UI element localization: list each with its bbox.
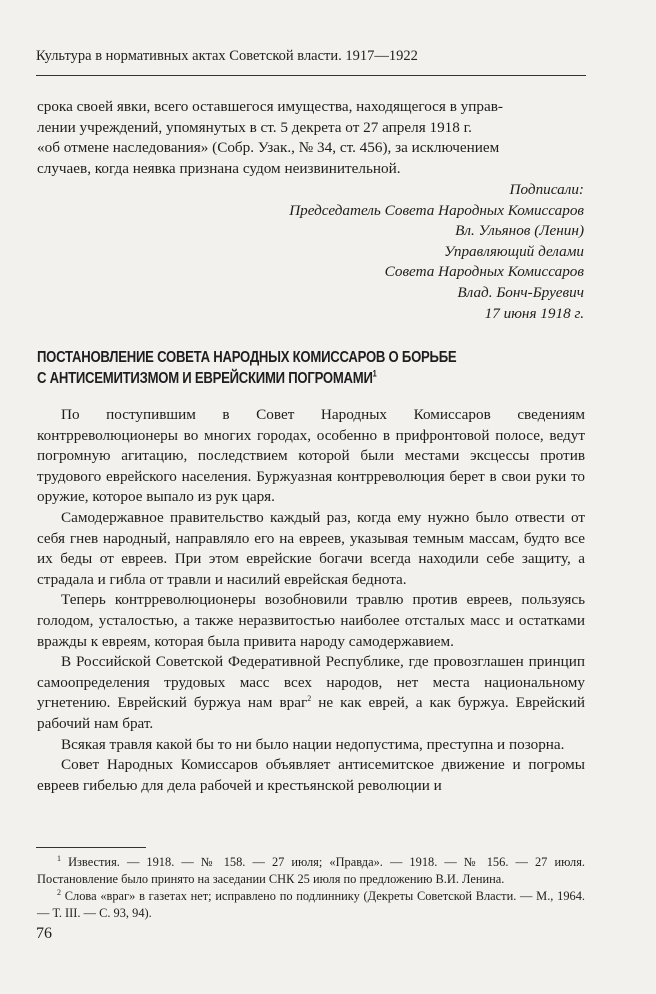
running-head: Культура в нормативных актах Советской власти. 1917—1922: [36, 48, 418, 64]
signature-title: Управляющий делами: [444, 242, 584, 260]
page-number: 76: [36, 925, 52, 942]
paragraph: Всякая травля какой бы то ни было нации недопустима, преступна и позорна.: [61, 735, 565, 753]
continuation-line: срока своей явки, всего оставшегося имущества, находящегося в управ-: [37, 98, 503, 115]
header-rule: [36, 75, 586, 76]
paragraph-text: В Российской Советской Федеративной Республике, где провозглашен принцип самоопределения трудовых масс всех народов, нет места национальному угнетению. Еврейский буржуа нам враг: [37, 653, 585, 712]
footnote-text: Известия. — 1918. — № 158. — 27 июля; «Правда». — 1918. — № 156. — 27 июля. Постановление было принято на заседании СНК 25 июля по предложению В.И. Ленина.: [37, 855, 586, 886]
paragraph: [37, 652, 585, 734]
footnote-mark: 1: [57, 853, 61, 863]
footnote-text: Слова «враг» в газетах нет; исправлено по подлиннику (Декреты Советской Власти. — М., 1964. — Т. III. — С. 93, 94).: [37, 889, 586, 920]
continuation-paragraph: [37, 97, 585, 179]
footnote-ref: 2: [307, 694, 312, 704]
signature-name: Вл. Ульянов (Ленин): [455, 222, 584, 240]
signature-name: Влад. Бонч-Бруевич: [457, 283, 584, 301]
decree-title: [37, 347, 496, 389]
continuation-line: случаев, когда неявка признана судом неизвинительной.: [37, 159, 401, 177]
footnote-rule: [36, 847, 146, 848]
paragraph: Самодержавное правительство каждый раз, когда ему нужно было отвести от себя гнев народный, направляло его на евреев, указывая темным массам, будто все их беды от евреев. При этом еврейские богачи всегда находили себе защиту, а страдала и гибла от травли и насилий еврейская беднота.: [37, 508, 585, 588]
signature-title: Совета Народных Комиссаров: [384, 263, 584, 281]
decree-title-line: С АНТИСЕМИТИЗМОМ И ЕВРЕЙСКИМИ ПОГРОМАМИ: [37, 370, 373, 387]
footnote-ref: 1: [372, 368, 377, 379]
footnote: [37, 888, 585, 922]
paragraph: Совет Народных Комиссаров объявляет антисемитское движение и погромы евреев гибелью для дела рабочей и крестьянской революции и: [37, 756, 585, 794]
signature-block: [84, 180, 584, 324]
decree-body: [37, 405, 585, 796]
decree-title-line: ПОСТАНОВЛЕНИЕ СОВЕТА НАРОДНЫХ КОМИССАРОВ О БОРЬБЕ: [37, 349, 457, 366]
paragraph-text: не как еврей, а как буржуа. Еврейский рабочий нам брат.: [37, 694, 585, 732]
signature-title: Председатель Совета Народных Комиссаров: [289, 201, 584, 219]
signature-date: 17 июня 1918 г.: [484, 304, 584, 322]
signed-label: Подписали:: [509, 181, 584, 198]
continuation-line: лении учреждений, упомянутых в ст. 5 декрета от 27 апреля 1918 г.: [37, 118, 472, 136]
paragraph: По поступившим в Совет Народных Комиссаров сведениям контрреволюционеры во многих городах, особенно в прифронтовой полосе, ведут погромную агитацию, последствием которой были местами эксцессы против трудового еврейского населения. Буржуазная контрреволюция берет в свои руки то оружие, которое выпало из рук царя.: [37, 406, 585, 506]
footnotes: [37, 854, 585, 922]
continuation-line: «об отмене наследования» (Собр. Узак., № 34, ст. 456), за исключением: [37, 139, 500, 157]
footnote: [37, 854, 585, 888]
footnote-mark: 2: [57, 887, 61, 897]
paragraph: Теперь контрреволюционеры возобновили травлю против евреев, пользуясь голодом, усталостью, а также неразвитостью наиболее отсталых масс и остатками вражды к евреям, которая была привита народу самодержавием.: [37, 591, 585, 650]
